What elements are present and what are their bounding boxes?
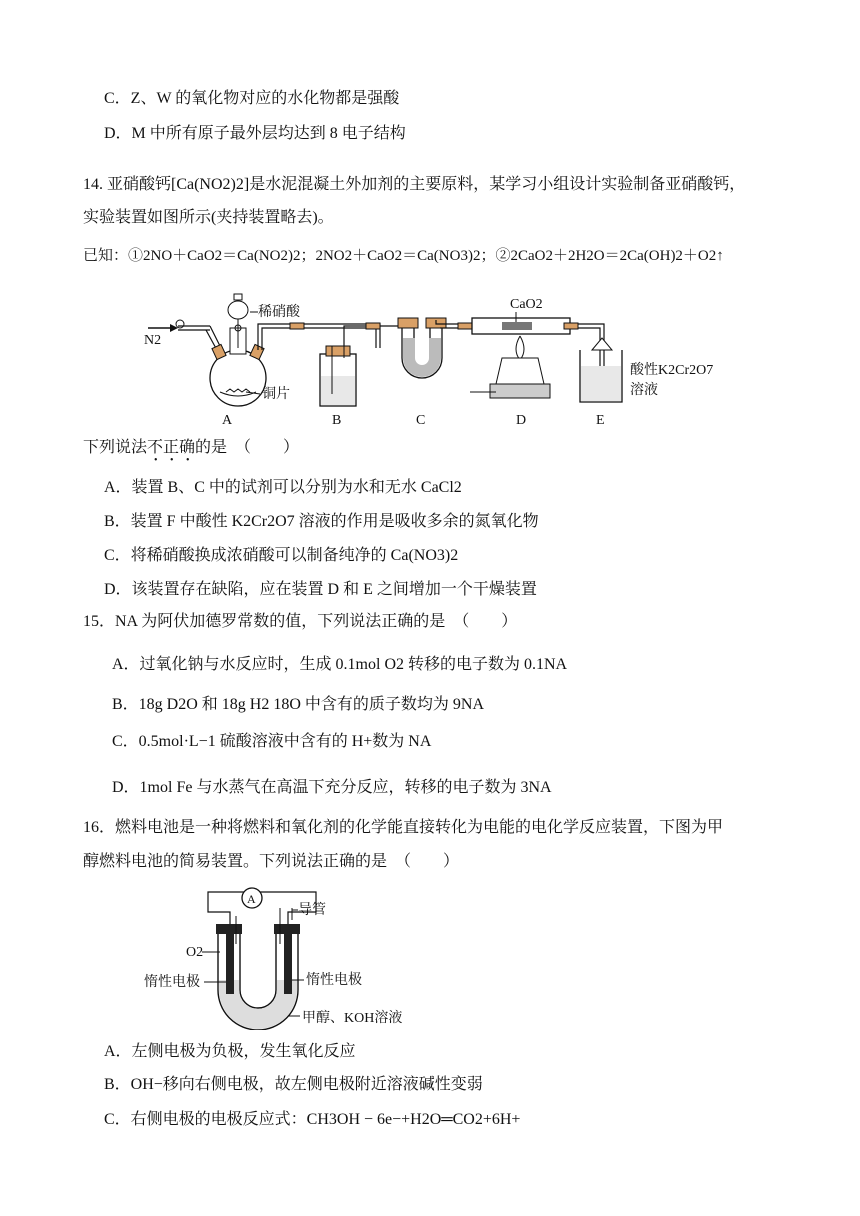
q16-fuel-cell-figure xyxy=(140,880,430,1030)
q14-apparatus-figure xyxy=(140,288,740,428)
q14-stem-line2: 实验装置如图所示(夹持装置略去)。 xyxy=(83,209,334,226)
q15-option-c: C．0.5mol·L−1 硫酸溶液中含有的 H+数为 NA xyxy=(112,733,432,750)
q13-option-d: D．M 中所有原子最外层均达到 8 电子结构 xyxy=(104,125,406,142)
q14-stem-line1: 14. 亚硝酸钙[Ca(NO2)2]是水泥混凝土外加剂的主要原料，某学习小组设计实验制备亚硝酸钙， xyxy=(83,176,746,193)
dilute-nitric-acid-label: 稀硝酸 xyxy=(258,305,300,320)
acidic-dichromate-label: 酸性K2Cr2O7 xyxy=(630,363,714,378)
tube-label: 导管 xyxy=(298,903,326,918)
q14-option-d: D．该装置存在缺陷，应在装置 D 和 E 之间增加一个干燥装置 xyxy=(104,581,537,598)
cao2-label: CaO2 xyxy=(510,297,543,312)
q16-option-c: C．右侧电极的电极反应式：CH3OH − 6e−+H2O═CO2+6H+ xyxy=(104,1111,521,1128)
apparatus-c-label: C xyxy=(416,413,426,428)
apparatus-d-label: D xyxy=(516,413,527,428)
apparatus-e-label: E xyxy=(596,413,605,428)
q14-question: 下列说法不正确的是 （ ） xyxy=(83,439,300,456)
right-electrode-label: 惰性电极 xyxy=(306,973,362,988)
q14-option-b: B．装置 F 中酸性 K2Cr2O7 溶液的作用是吸收多余的氮氧化物 xyxy=(104,513,539,530)
q13-option-c: C．Z、W 的氧化物对应的水化物都是强酸 xyxy=(104,90,400,107)
o2-label: O2 xyxy=(186,945,204,960)
q15-option-b: B．18g D2O 和 18g H2 18O 中含有的质子数均为 9NA xyxy=(112,696,485,713)
solution-label: 甲醇、KOH溶液 xyxy=(302,1011,403,1026)
n2-label: N2 xyxy=(144,333,162,348)
left-electrode-label: 惰性电极 xyxy=(144,975,200,990)
apparatus-b-label: B xyxy=(332,413,342,428)
solution-label: 溶液 xyxy=(630,383,658,398)
q14-option-c: C．将稀硝酸换成浓硝酸可以制备纯净的 Ca(NO3)2 xyxy=(104,547,459,564)
q14-option-a: A．装置 B、C 中的试剂可以分别为水和无水 CaCl2 xyxy=(104,479,462,496)
q16-option-a: A．左侧电极为负极，发生氧化反应 xyxy=(104,1043,356,1060)
q15-stem: 15．NA 为阿伏加德罗常数的值，下列说法正确的是 （ ） xyxy=(83,613,518,630)
apparatus-a-label: A xyxy=(222,413,233,428)
q16-stem-line2: 醇燃料电池的简易装置。下列说法正确的是 （ ） xyxy=(83,853,460,870)
ammeter-label: A xyxy=(247,892,256,906)
q15-option-a: A．过氧化钠与水反应时，生成 0.1mol O2 转移的电子数为 0.1NA xyxy=(112,656,568,673)
copper-label: 铜片 xyxy=(262,387,290,402)
q15-option-d: D．1mol Fe 与水蒸气在高温下充分反应，转移的电子数为 3NA xyxy=(112,779,552,796)
q16-option-b: B．OH−移向右侧电极，故左侧电极附近溶液碱性变弱 xyxy=(104,1076,483,1093)
q14-known-reactions: 已知：①2NO＋CaO2＝Ca(NO2)2；2NO2＋CaO2＝Ca(NO3)2；②2CaO2＋2H2O＝2Ca(OH)2＋O2↑ xyxy=(83,248,724,264)
q16-stem-line1: 16．燃料电池是一种将燃料和氧化剂的化学能直接转化为电能的电化学反应装置，下图为甲 xyxy=(83,819,724,836)
